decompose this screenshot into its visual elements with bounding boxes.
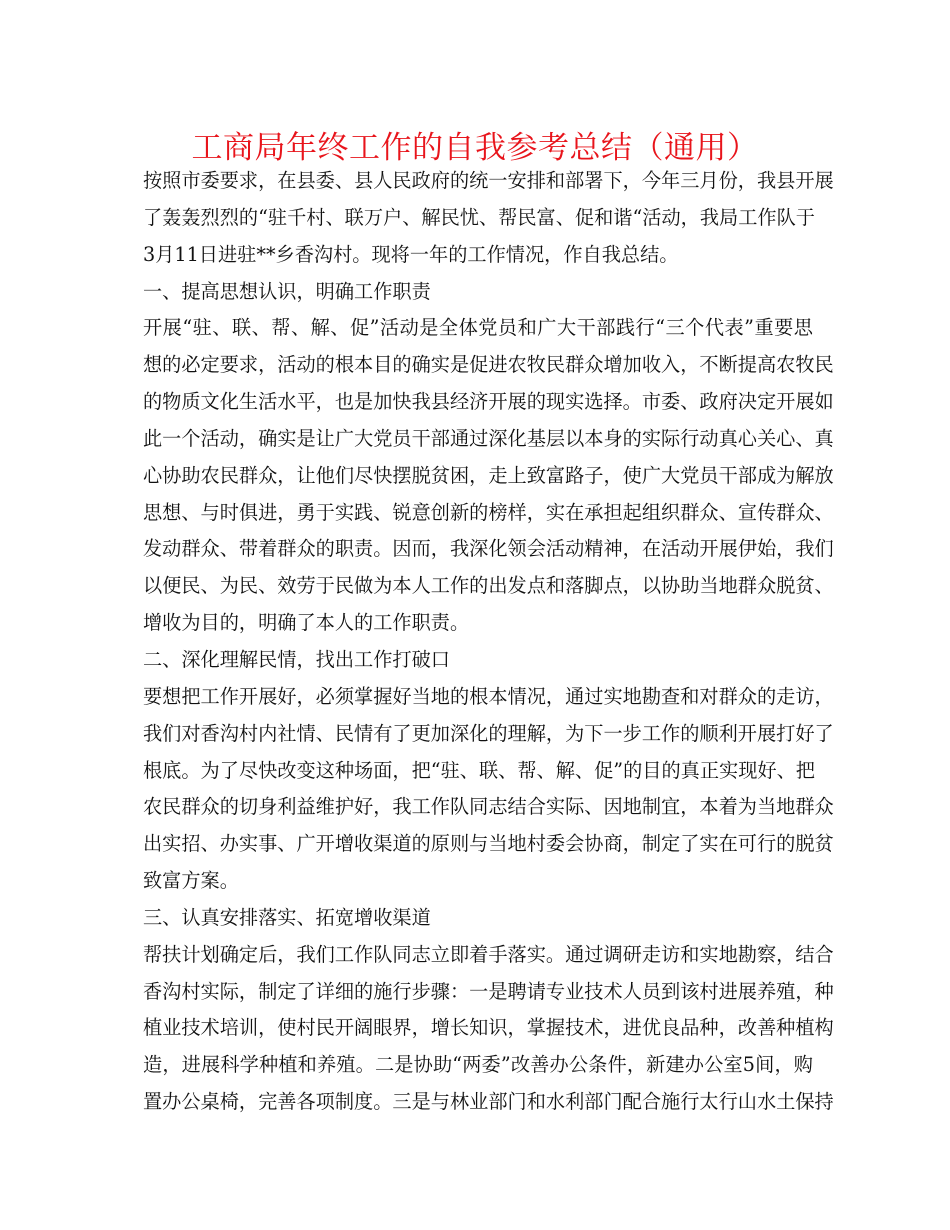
text-line: 发动群众、带着群众的职责。因而，我深化领会活动精神，在活动开展伊始，我们 xyxy=(143,537,834,561)
text-line: 置办公桌椅，完善各项制度。三是与林业部门和水利部门配合施行太行山水土保持 xyxy=(143,1090,834,1114)
text-line: 造，进展科学种植和养殖。二是协助“两委”改善办公条件，新建办公室5间，购 xyxy=(143,1053,813,1077)
text-line: 根底。为了尽快改变这种场面，把“驻、联、帮、解、促”的目的真正实现好、把 xyxy=(143,758,815,782)
text-line: 按照市委要求，在县委、县人民政府的统一安排和部署下，今年三月份，我县开展 xyxy=(143,169,834,192)
document-title: 工商局年终工作的自我参考总结（通用） xyxy=(191,130,759,166)
document-body xyxy=(143,163,834,1121)
text-line: 思想、与时俱进，勇于实践、锐意创新的榜样，实在承担起组织群众、宣传群众、 xyxy=(143,500,834,524)
text-line: 我们对香沟村内社情、民情有了更加深化的理解，为下一步工作的顺利开展打好了 xyxy=(143,721,834,745)
text-line: 出实招、办实事、广开增收渠道的原则与当地村委会协商，制定了实在可行的脱贫 xyxy=(143,832,834,856)
text-line: 植业技术培训，使村民开阔眼界，增长知识，掌握技术，进优良品种，改善种植构 xyxy=(143,1016,834,1040)
text-line: 香沟村实际，制定了详细的施行步骤：一是聘请专业技术人员到该村进展养殖，种 xyxy=(143,979,834,1003)
text-line: 想的必定要求，活动的根本目的确实是促进农牧民群众增加收入，不断提高农牧民 xyxy=(143,353,834,377)
text-line: 三、认真安排落实、拓宽增收渠道 xyxy=(143,905,431,929)
text-line: 了轰轰烈烈的“驻千村、联万户、解民忧、帮民富、促和谐“活动，我局工作队于 xyxy=(143,205,815,229)
text-line: 一、提高思想认识，明确工作职责 xyxy=(143,279,431,303)
text-line: 以便民、为民、效劳于民做为本人工作的出发点和落脚点，以协助当地群众脱贫、 xyxy=(143,574,834,598)
text-line: 心协助农民群众，让他们尽快摆脱贫困，走上致富路子，使广大党员干部成为解放 xyxy=(143,463,834,487)
text-line: 农民群众的切身利益维护好，我工作队同志结合实际、因地制宜，本着为当地群众 xyxy=(143,795,834,819)
text-line: 帮扶计划确定后，我们工作队同志立即着手落实。通过调研走访和实地勘察，结合 xyxy=(143,942,834,966)
text-line: 增收为目的，明确了本人的工作职责。 xyxy=(143,611,470,635)
text-line: 此一个活动，确实是让广大党员干部通过深化基层以本身的实际行动真心关心、真 xyxy=(143,426,834,450)
text-line: 致富方案。 xyxy=(143,869,239,893)
text-line: 的物质文化生活水平，也是加快我县经济开展的现实选择。市委、政府决定开展如 xyxy=(143,390,834,414)
text-line: 要想把工作开展好，必须掌握好当地的根本情况，通过实地勘查和对群众的走访， xyxy=(143,684,834,708)
text-line: 3月11日进驻**乡香沟村。现将一年的工作情况，作自我总结。 xyxy=(143,242,679,266)
text-line: 二、深化理解民情，找出工作打破口 xyxy=(143,647,450,671)
text-line: 开展“驻、联、帮、解、促”活动是全体党员和广大干部践行“三个代表”重要思 xyxy=(143,316,813,340)
